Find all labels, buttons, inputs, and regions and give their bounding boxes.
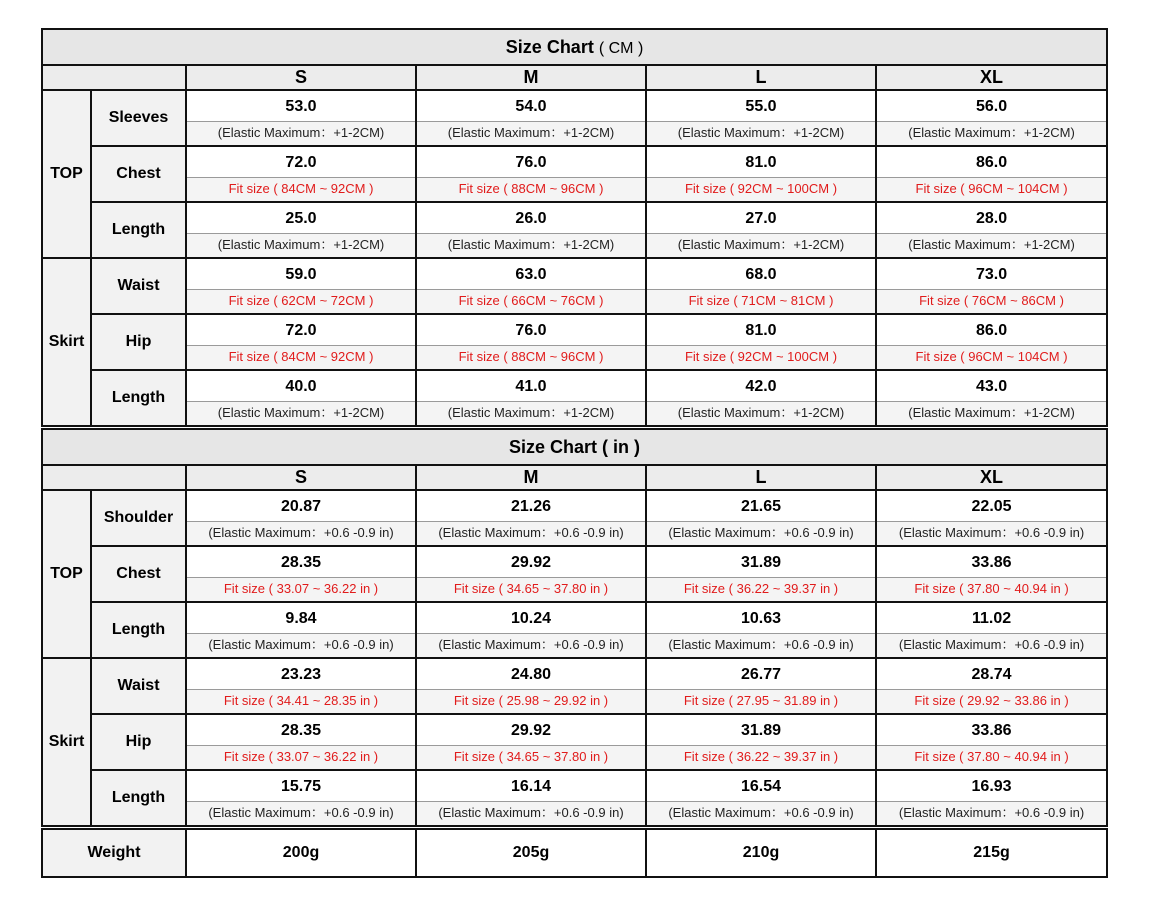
- weight-row: [42, 829, 1107, 877]
- size-value: 21.26: [417, 491, 645, 522]
- measurement-label: Length: [91, 602, 186, 658]
- group-label: Skirt: [42, 658, 91, 826]
- size-value-cell: [646, 202, 876, 258]
- size-value: 33.86: [877, 715, 1106, 746]
- size-value-cell: [186, 770, 416, 826]
- fit-size-note: Fit size ( 88CM ~ 96CM ): [417, 178, 645, 201]
- size-value-cell: [876, 602, 1107, 658]
- size-value-cell: [876, 770, 1107, 826]
- elastic-note: (Elastic Maximum：+1-2CM): [647, 122, 875, 145]
- size-value: 40.0: [187, 371, 415, 402]
- fit-size-note: Fit size ( 33.07 ~ 36.22 in ): [187, 578, 415, 601]
- size-header: M: [416, 65, 646, 90]
- size-value: 22.05: [877, 491, 1106, 522]
- size-value-cell: [876, 546, 1107, 602]
- elastic-note: (Elastic Maximum：+1-2CM): [877, 122, 1106, 145]
- measurement-row: [42, 314, 1107, 370]
- elastic-note: (Elastic Maximum：+0.6 -0.9 in): [647, 802, 875, 825]
- fit-size-note: Fit size ( 25.98 ~ 29.92 in ): [417, 690, 645, 713]
- size-value-cell: [416, 202, 646, 258]
- size-chart-cm: [41, 28, 1108, 427]
- measurement-row: [42, 714, 1107, 770]
- size-value-cell: [646, 90, 876, 146]
- size-value-cell: [646, 658, 876, 714]
- fit-size-note: Fit size ( 33.07 ~ 36.22 in ): [187, 746, 415, 769]
- header-corner: [42, 465, 186, 490]
- size-value: 28.35: [187, 547, 415, 578]
- measurement-row: [42, 546, 1107, 602]
- measurement-label: Chest: [91, 146, 186, 202]
- size-value-cell: [186, 490, 416, 546]
- size-value: 31.89: [647, 715, 875, 746]
- size-value-cell: [416, 490, 646, 546]
- size-value-cell: [186, 314, 416, 370]
- size-value-cell: [646, 146, 876, 202]
- size-value: 41.0: [417, 371, 645, 402]
- size-value: 81.0: [647, 147, 875, 178]
- size-value-cell: [416, 770, 646, 826]
- size-value-cell: [416, 658, 646, 714]
- size-value-cell: [186, 90, 416, 146]
- size-value-cell: [646, 370, 876, 426]
- fit-size-note: Fit size ( 37.80 ~ 40.94 in ): [877, 746, 1106, 769]
- size-value-cell: [186, 146, 416, 202]
- size-value: 81.0: [647, 315, 875, 346]
- size-value-cell: [416, 90, 646, 146]
- size-value: 28.0: [877, 203, 1106, 234]
- size-value-cell: [186, 370, 416, 426]
- size-value-cell: [876, 258, 1107, 314]
- size-header: M: [416, 465, 646, 490]
- measurement-label: Shoulder: [91, 490, 186, 546]
- chart-title-unit: ( CM ): [598, 39, 644, 57]
- measurement-label: Chest: [91, 546, 186, 602]
- size-value-cell: [876, 370, 1107, 426]
- chart-title-text: Size Chart ( in ): [509, 436, 641, 457]
- size-value: 59.0: [187, 259, 415, 290]
- size-value-cell: [416, 258, 646, 314]
- elastic-note: (Elastic Maximum：+0.6 -0.9 in): [417, 634, 645, 657]
- fit-size-note: Fit size ( 37.80 ~ 40.94 in ): [877, 578, 1106, 601]
- fit-size-note: Fit size ( 36.22 ~ 39.37 in ): [647, 746, 875, 769]
- size-value: 29.92: [417, 547, 645, 578]
- fit-size-note: Fit size ( 34.65 ~ 37.80 in ): [417, 578, 645, 601]
- elastic-note: (Elastic Maximum：+0.6 -0.9 in): [187, 634, 415, 657]
- size-value: 10.24: [417, 603, 645, 634]
- elastic-note: (Elastic Maximum：+1-2CM): [647, 234, 875, 257]
- size-value-cell: [186, 658, 416, 714]
- measurement-row: [42, 370, 1107, 426]
- size-value: 11.02: [877, 603, 1106, 634]
- measurement-row: [42, 90, 1107, 146]
- chart-title: [42, 29, 1107, 65]
- size-value: 56.0: [877, 91, 1106, 122]
- size-value-cell: [186, 714, 416, 770]
- size-header: L: [646, 465, 876, 490]
- size-header-row: [42, 65, 1107, 90]
- elastic-note: (Elastic Maximum：+0.6 -0.9 in): [187, 802, 415, 825]
- size-value: 26.77: [647, 659, 875, 690]
- elastic-note: (Elastic Maximum：+1-2CM): [187, 402, 415, 425]
- size-value: 20.87: [187, 491, 415, 522]
- size-header: L: [646, 65, 876, 90]
- size-value: 73.0: [877, 259, 1106, 290]
- fit-size-note: Fit size ( 92CM ~ 100CM ): [647, 346, 875, 369]
- elastic-note: (Elastic Maximum：+0.6 -0.9 in): [417, 522, 645, 545]
- measurement-label: Length: [91, 770, 186, 826]
- size-value-cell: [646, 602, 876, 658]
- elastic-note: (Elastic Maximum：+1-2CM): [187, 234, 415, 257]
- size-value: 54.0: [417, 91, 645, 122]
- measurement-label: Length: [91, 370, 186, 426]
- size-value: 68.0: [647, 259, 875, 290]
- fit-size-note: Fit size ( 88CM ~ 96CM ): [417, 346, 645, 369]
- elastic-note: (Elastic Maximum：+1-2CM): [647, 402, 875, 425]
- size-value: 15.75: [187, 771, 415, 802]
- weight-label: Weight: [42, 829, 186, 877]
- size-value: 23.23: [187, 659, 415, 690]
- measurement-row: [42, 146, 1107, 202]
- measurement-row: [42, 490, 1107, 546]
- fit-size-note: Fit size ( 71CM ~ 81CM ): [647, 290, 875, 313]
- size-value: 28.35: [187, 715, 415, 746]
- group-label: TOP: [42, 490, 91, 658]
- weight-table: [41, 828, 1108, 878]
- fit-size-note: Fit size ( 84CM ~ 92CM ): [187, 178, 415, 201]
- group-label: TOP: [42, 90, 91, 258]
- size-value-cell: [876, 314, 1107, 370]
- size-value-cell: [646, 546, 876, 602]
- fit-size-note: Fit size ( 29.92 ~ 33.86 in ): [877, 690, 1106, 713]
- size-value: 16.93: [877, 771, 1106, 802]
- elastic-note: (Elastic Maximum：+0.6 -0.9 in): [877, 802, 1106, 825]
- size-chart-in: [41, 428, 1108, 827]
- size-value: 86.0: [877, 315, 1106, 346]
- size-value: 42.0: [647, 371, 875, 402]
- size-value: 53.0: [187, 91, 415, 122]
- measurement-label: Hip: [91, 314, 186, 370]
- measurement-label: Hip: [91, 714, 186, 770]
- size-value: 9.84: [187, 603, 415, 634]
- measurement-label: Waist: [91, 658, 186, 714]
- size-value-cell: [416, 146, 646, 202]
- size-value-cell: [646, 490, 876, 546]
- size-value: 21.65: [647, 491, 875, 522]
- measurement-row: [42, 658, 1107, 714]
- size-value-cell: [416, 314, 646, 370]
- size-value-cell: [876, 490, 1107, 546]
- measurement-row: [42, 202, 1107, 258]
- size-value-cell: [646, 258, 876, 314]
- size-value-cell: [646, 770, 876, 826]
- group-label: Skirt: [42, 258, 91, 426]
- elastic-note: (Elastic Maximum：+0.6 -0.9 in): [187, 522, 415, 545]
- fit-size-note: Fit size ( 84CM ~ 92CM ): [187, 346, 415, 369]
- size-value-cell: [876, 202, 1107, 258]
- size-header-row: [42, 465, 1107, 490]
- size-value: 26.0: [417, 203, 645, 234]
- size-value-cell: [646, 314, 876, 370]
- elastic-note: (Elastic Maximum：+0.6 -0.9 in): [877, 634, 1106, 657]
- fit-size-note: Fit size ( 76CM ~ 86CM ): [877, 290, 1106, 313]
- fit-size-note: Fit size ( 34.41 ~ 28.35 in ): [187, 690, 415, 713]
- size-value: 76.0: [417, 147, 645, 178]
- size-header: XL: [876, 65, 1107, 90]
- size-value-cell: [416, 546, 646, 602]
- size-value-cell: [876, 146, 1107, 202]
- size-value-cell: [186, 602, 416, 658]
- size-value-cell: [646, 714, 876, 770]
- elastic-note: (Elastic Maximum：+1-2CM): [877, 402, 1106, 425]
- size-value-cell: [416, 714, 646, 770]
- measurement-label: Sleeves: [91, 90, 186, 146]
- elastic-note: (Elastic Maximum：+1-2CM): [187, 122, 415, 145]
- size-value: 25.0: [187, 203, 415, 234]
- size-value: 33.86: [877, 547, 1106, 578]
- size-value-cell: [186, 546, 416, 602]
- size-value: 76.0: [417, 315, 645, 346]
- size-value: 16.14: [417, 771, 645, 802]
- elastic-note: (Elastic Maximum：+0.6 -0.9 in): [877, 522, 1106, 545]
- fit-size-note: Fit size ( 27.95 ~ 31.89 in ): [647, 690, 875, 713]
- elastic-note: (Elastic Maximum：+0.6 -0.9 in): [417, 802, 645, 825]
- size-value: 72.0: [187, 315, 415, 346]
- measurement-label: Waist: [91, 258, 186, 314]
- measurement-label: Length: [91, 202, 186, 258]
- size-header: S: [186, 65, 416, 90]
- size-value-cell: [186, 202, 416, 258]
- weight-value: 210g: [646, 829, 876, 877]
- fit-size-note: Fit size ( 36.22 ~ 39.37 in ): [647, 578, 875, 601]
- size-value: 63.0: [417, 259, 645, 290]
- size-value-cell: [416, 602, 646, 658]
- chart-title-text: Size Chart: [505, 36, 594, 57]
- size-value: 31.89: [647, 547, 875, 578]
- size-header: S: [186, 465, 416, 490]
- size-value: 43.0: [877, 371, 1106, 402]
- elastic-note: (Elastic Maximum：+1-2CM): [417, 402, 645, 425]
- size-value-cell: [876, 714, 1107, 770]
- fit-size-note: Fit size ( 92CM ~ 100CM ): [647, 178, 875, 201]
- size-value-cell: [186, 258, 416, 314]
- size-value: 28.74: [877, 659, 1106, 690]
- measurement-row: [42, 770, 1107, 826]
- weight-value: 200g: [186, 829, 416, 877]
- elastic-note: (Elastic Maximum：+0.6 -0.9 in): [647, 522, 875, 545]
- size-header: XL: [876, 465, 1107, 490]
- chart-title-row: [42, 429, 1107, 465]
- size-value: 27.0: [647, 203, 875, 234]
- size-value: 16.54: [647, 771, 875, 802]
- elastic-note: (Elastic Maximum：+1-2CM): [417, 122, 645, 145]
- size-value-cell: [876, 90, 1107, 146]
- fit-size-note: Fit size ( 66CM ~ 76CM ): [417, 290, 645, 313]
- size-value: 29.92: [417, 715, 645, 746]
- size-value: 10.63: [647, 603, 875, 634]
- header-corner: [42, 65, 186, 90]
- elastic-note: (Elastic Maximum：+1-2CM): [877, 234, 1106, 257]
- fit-size-note: Fit size ( 96CM ~ 104CM ): [877, 346, 1106, 369]
- size-value-cell: [416, 370, 646, 426]
- measurement-row: [42, 258, 1107, 314]
- elastic-note: (Elastic Maximum：+1-2CM): [417, 234, 645, 257]
- size-value: 24.80: [417, 659, 645, 690]
- size-value: 72.0: [187, 147, 415, 178]
- weight-value: 215g: [876, 829, 1107, 877]
- weight-value: 205g: [416, 829, 646, 877]
- size-value: 86.0: [877, 147, 1106, 178]
- chart-title-row: [42, 29, 1107, 65]
- size-value-cell: [876, 658, 1107, 714]
- fit-size-note: Fit size ( 62CM ~ 72CM ): [187, 290, 415, 313]
- fit-size-note: Fit size ( 96CM ~ 104CM ): [877, 178, 1106, 201]
- size-value: 55.0: [647, 91, 875, 122]
- elastic-note: (Elastic Maximum：+0.6 -0.9 in): [647, 634, 875, 657]
- fit-size-note: Fit size ( 34.65 ~ 37.80 in ): [417, 746, 645, 769]
- measurement-row: [42, 602, 1107, 658]
- chart-title: [42, 429, 1107, 465]
